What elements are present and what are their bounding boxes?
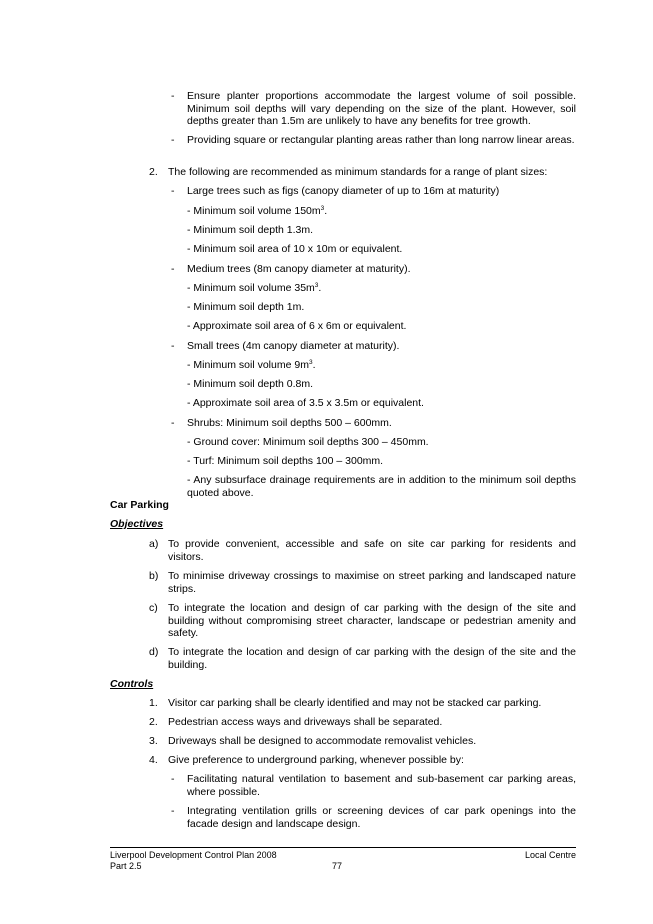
large-trees-depth: - Minimum soil depth 1.3m. xyxy=(187,224,314,236)
medium-trees-volume: - Minimum soil volume $35m^3$. xyxy=(187,282,322,294)
bullet-dash: - xyxy=(171,185,175,197)
control-number: 4. xyxy=(149,754,158,766)
control-2: Pedestrian access ways and driveways shall be separated. xyxy=(168,716,443,728)
objective-label: c) xyxy=(149,602,158,614)
footer-divider xyxy=(110,847,576,848)
bullet-dash: - xyxy=(171,263,175,275)
controls-heading: Controls xyxy=(110,678,154,690)
large-trees-volume: - Minimum soil volume $150m^3$. xyxy=(187,205,328,217)
bullet-dash: - xyxy=(171,773,175,785)
shrubs-text: Shrubs: Minimum soil depths 500 – 600mm. xyxy=(187,417,392,429)
bullet-dash: - xyxy=(171,90,175,102)
medium-trees-area: - Approximate soil area of 6 x 6m or equivalent. xyxy=(187,320,407,332)
control-number: 2. xyxy=(149,716,158,728)
ground-cover-text: - Ground cover: Minimum soil depths 300 – 450mm. xyxy=(187,436,429,448)
medium-trees-text: Medium trees (8m canopy diameter at maturity). xyxy=(187,263,411,275)
large-trees-area: - Minimum soil area of 10 x 10m or equivalent. xyxy=(187,243,403,255)
bullet-dash: - xyxy=(171,805,175,817)
objective-b: To minimise driveway crossings to maximise on street parking and landscaped nature strips. xyxy=(168,570,576,595)
control-number: 3. xyxy=(149,735,158,747)
control-4: Give preference to underground parking, whenever possible by: xyxy=(168,754,464,766)
control-1: Visitor car parking shall be clearly identified and may not be stacked car parking. xyxy=(168,697,542,709)
bullet-dash: - xyxy=(171,340,175,352)
control4-bullet-2: Integrating ventilation grills or screening devices of car park openings into the facade design and landscape design. xyxy=(187,805,576,830)
objective-label: d) xyxy=(149,646,159,658)
medium-trees-depth: - Minimum soil depth 1m. xyxy=(187,301,305,313)
design-bullet-2: Providing square or rectangular planting areas rather than long narrow linear areas. xyxy=(187,134,575,146)
control4-bullet-1: Facilitating natural ventilation to basement and sub-basement car parking areas, where possible. xyxy=(187,773,576,798)
small-trees-text: Small trees (4m canopy diameter at maturity). xyxy=(187,340,400,352)
bullet-dash: - xyxy=(171,417,175,429)
control-number: 1. xyxy=(149,697,158,709)
page-number: 77 xyxy=(332,861,343,871)
list-number: 2. xyxy=(149,166,158,178)
large-trees-text: Large trees such as figs (canopy diameter of up to 16m at maturity) xyxy=(187,185,500,197)
turf-text: - Turf: Minimum soil depths 100 – 300mm. xyxy=(187,455,384,467)
small-trees-area: - Approximate soil area of 3.5 x 3.5m or equivalent. xyxy=(187,397,424,409)
control-3: Driveways shall be designed to accommodate removalist vehicles. xyxy=(168,735,477,747)
objective-label: b) xyxy=(149,570,159,582)
footer-part: Part 2.5 xyxy=(110,861,142,871)
car-parking-heading: Car Parking xyxy=(110,499,169,511)
objective-c: To integrate the location and design of car parking with the design of the site and building without compromising street character, landscape or pedestrian amenity and safety. xyxy=(168,602,576,639)
design-bullet-1: Ensure planter proportions accommodate the largest volume of soil possible. Minimum soil depths will vary depending on the size of the plant. However, soil depths greater than 1.5m are unlikely to have any benefits for tree growth. xyxy=(187,90,576,127)
footer-section: Local Centre xyxy=(524,850,576,860)
small-trees-volume: - Minimum soil volume $9m^3$. xyxy=(187,359,316,371)
small-trees-depth: - Minimum soil depth 0.8m. xyxy=(187,378,314,390)
bullet-dash: - xyxy=(171,134,175,146)
objectives-heading: Objectives xyxy=(110,518,164,530)
item2-text: The following are recommended as minimum standards for a range of plant sizes: xyxy=(168,166,548,178)
objective-a: To provide convenient, accessible and safe on site car parking for residents and visitors. xyxy=(168,538,576,563)
drainage-text: - Any subsurface drainage requirements are in addition to the minimum soil depths quoted above. xyxy=(187,474,576,499)
footer-doc-title: Liverpool Development Control Plan 2008 xyxy=(110,850,277,860)
objective-d: To integrate the location and design of car parking with the design of the site and the building. xyxy=(168,646,576,671)
objective-label: a) xyxy=(149,538,159,550)
